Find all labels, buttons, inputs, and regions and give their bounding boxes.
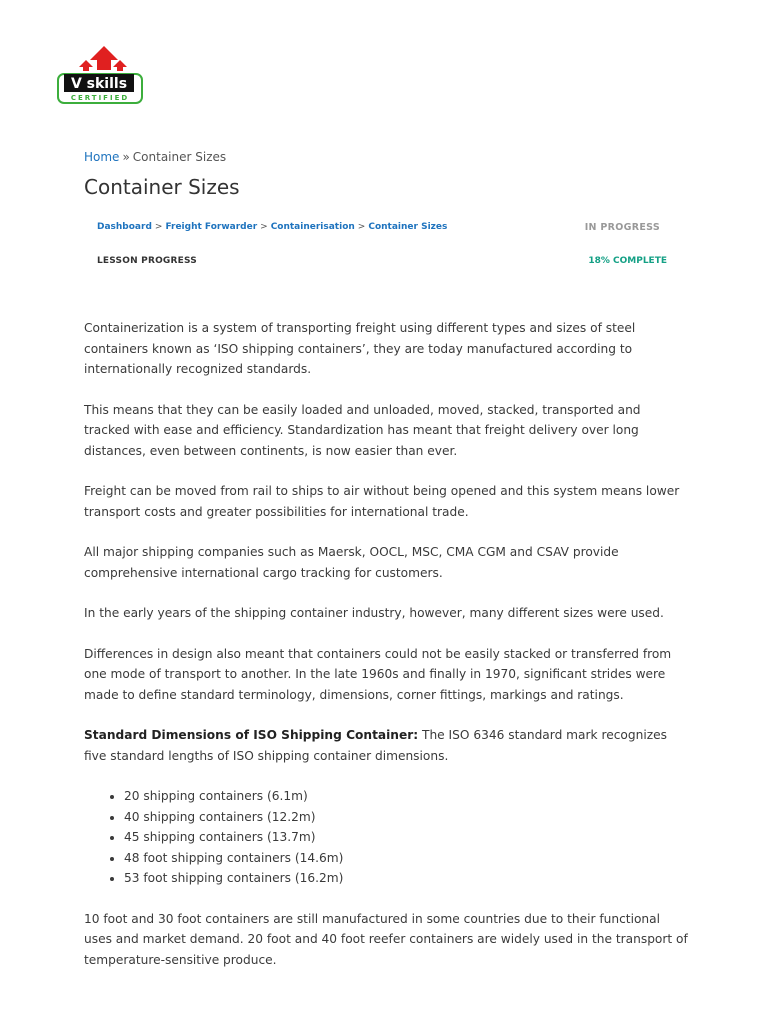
container-dimensions-list — [84, 786, 688, 889]
page-title: Container Sizes — [84, 175, 240, 199]
list-item: • 20 shipping containers (6.1m) — [124, 786, 688, 807]
logo-certified-text: CERTIFIED — [70, 94, 130, 102]
lesson-crumb-separator: > — [154, 222, 163, 232]
lesson-crumb-separator: > — [357, 222, 366, 232]
lesson-breadcrumb — [97, 222, 447, 232]
lesson-status-badge: IN PROGRESS — [584, 222, 660, 233]
standard-dimensions-heading: Standard Dimensions of ISO Shipping Container: — [84, 728, 419, 742]
paragraph-standard-dimensions — [84, 725, 688, 766]
breadcrumb-separator: » — [122, 150, 130, 164]
paragraph-intermodal: Freight can be moved from rail to ships to air without being opened and this system means lower transport costs and greater possibilities for international trade. — [84, 484, 680, 519]
lesson-crumb-dashboard[interactable]: Dashboard — [97, 222, 152, 232]
list-item: • 40 shipping containers (12.2m) — [124, 807, 688, 828]
paragraph-early-years: In the early years of the shipping container industry, however, many different sizes were used. — [84, 606, 664, 620]
paragraph-standardization-history: Differences in design also meant that containers could not be easily stacked or transferred from one mode of transport to another. In the late 1960s and finally in 1970, significant strides were made to define standard terminology, dimensions, corner fittings, markings and ratings. — [84, 646, 672, 702]
list-item: • 53 foot shipping containers (16.2m) — [124, 868, 688, 889]
breadcrumb — [84, 150, 688, 168]
breadcrumb-current: Container Sizes — [132, 150, 227, 164]
logo-brand-text: V skills — [70, 76, 128, 92]
list-item: • 45 shipping containers (13.7m) — [124, 827, 688, 848]
lesson-progress-percent: 18% COMPLETE — [588, 256, 667, 266]
paragraph-shipping-companies: All major shipping companies such as Maersk, OOCL, MSC, CMA CGM and CSAV provide comprehensive international cargo tracking for customers. — [84, 545, 619, 580]
breadcrumb-home-link[interactable]: Home — [84, 150, 120, 164]
main-content — [84, 150, 688, 990]
vskills-logo-graphic — [56, 44, 144, 106]
lesson-progress-label: LESSON PROGRESS — [97, 256, 197, 266]
paragraph-ease-efficiency: This means that they can be easily loaded and unloaded, moved, stacked, transported and tracked with ease and efficiency. Standardization has meant that freight delivery over long distances, even between continents, is now easier than ever. — [84, 402, 641, 458]
vskills-logo[interactable] — [56, 44, 144, 106]
paragraph-containerization-intro: Containerization is a system of transporting freight using different types and sizes of steel containers known as ‘ISO shipping containers’, they are today manufactured according to internationally recognized standards. — [84, 321, 636, 376]
lesson-progress-box — [84, 214, 688, 284]
lesson-crumb-container-sizes[interactable]: Container Sizes — [368, 222, 448, 232]
lesson-crumb-separator: > — [260, 222, 268, 232]
list-item: • 48 foot shipping containers (14.6m) — [124, 848, 688, 869]
paragraph-other-sizes: 10 foot and 30 foot containers are still manufactured in some countries due to their functional uses and market demand. 20 foot and 40 foot reefer containers are widely used in the transport of temperature-sensitive produce. — [84, 911, 688, 967]
standard-dimensions-text: The ISO 6346 standard mark recognizes five standard lengths of ISO shipping container dimensions. — [84, 728, 667, 763]
lesson-crumb-containerisation[interactable]: Containerisation — [270, 222, 355, 232]
lesson-crumb-freight-forwarder[interactable]: Freight Forwarder — [165, 222, 258, 232]
